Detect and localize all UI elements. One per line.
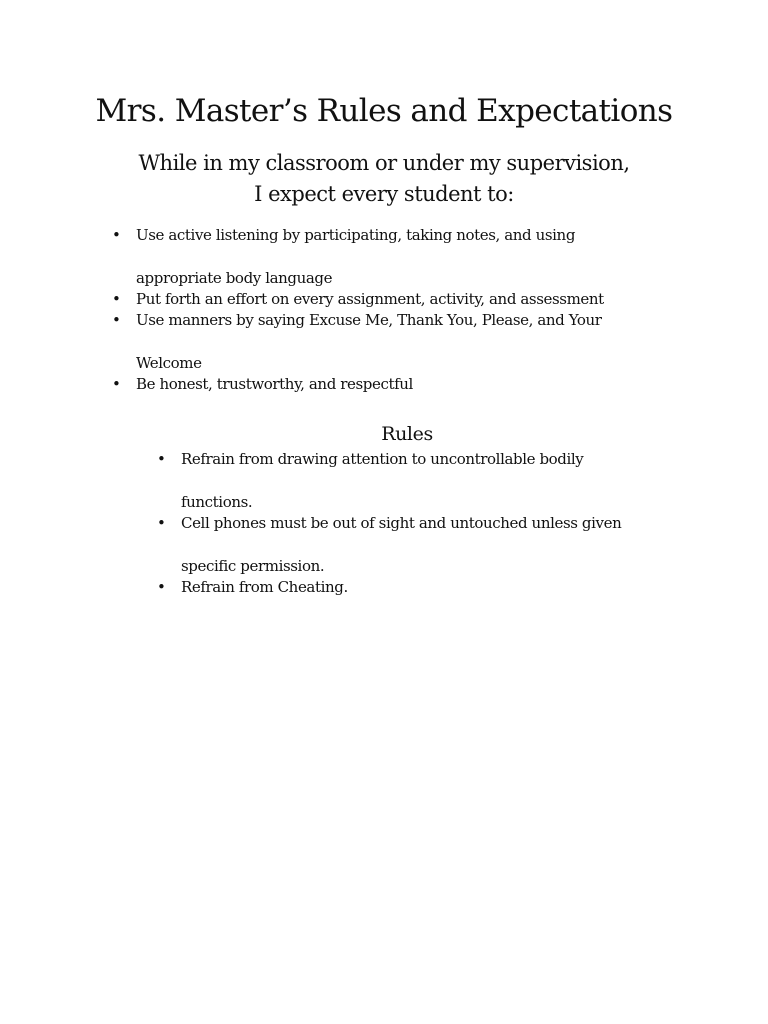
bullet-icon: • (112, 311, 121, 329)
list-item-text: Be honest, trustworthy, and respectful (136, 375, 413, 393)
list-item-text: Cell phones must be out of sight and untouched unless given (181, 514, 622, 532)
intro-line-1: While in my classroom or under my supervision, (138, 151, 630, 175)
list-item-continuation: specific permission. (181, 557, 325, 575)
list-item-continuation: appropriate body language (136, 269, 333, 287)
list-item-text: Refrain from Cheating. (181, 578, 348, 596)
list-item (112, 374, 604, 395)
list-item-continuation: functions. (181, 493, 253, 511)
bullet-icon: • (112, 290, 121, 308)
page-title: Mrs. Master’s Rules and Expectations (95, 93, 673, 129)
list-item (157, 577, 621, 598)
list-item (112, 225, 604, 289)
list-item (157, 449, 621, 513)
rules-heading: Rules (381, 423, 433, 445)
bullet-icon: • (157, 450, 166, 468)
rules-list (157, 449, 622, 598)
bullet-icon: • (112, 226, 121, 244)
list-item (157, 513, 622, 577)
list-item-text: Put forth an effort on every assignment, activity, and assessment (136, 290, 604, 308)
list-item-text: Refrain from drawing attention to uncontrollable bodily (181, 450, 584, 468)
bullet-icon: • (157, 578, 166, 596)
bullet-icon: • (157, 514, 166, 532)
intro-line-2: I expect every student to: (254, 182, 514, 206)
list-item-continuation: Welcome (136, 354, 202, 372)
list-item-text: Use manners by saying Excuse Me, Thank You, Please, and Your (136, 311, 602, 329)
list-item-text: Use active listening by participating, taking notes, and using (136, 226, 576, 244)
intro-text (0, 148, 768, 210)
expectations-list (112, 225, 604, 395)
list-item (112, 310, 604, 374)
bullet-icon: • (112, 375, 121, 393)
list-item (112, 289, 604, 310)
